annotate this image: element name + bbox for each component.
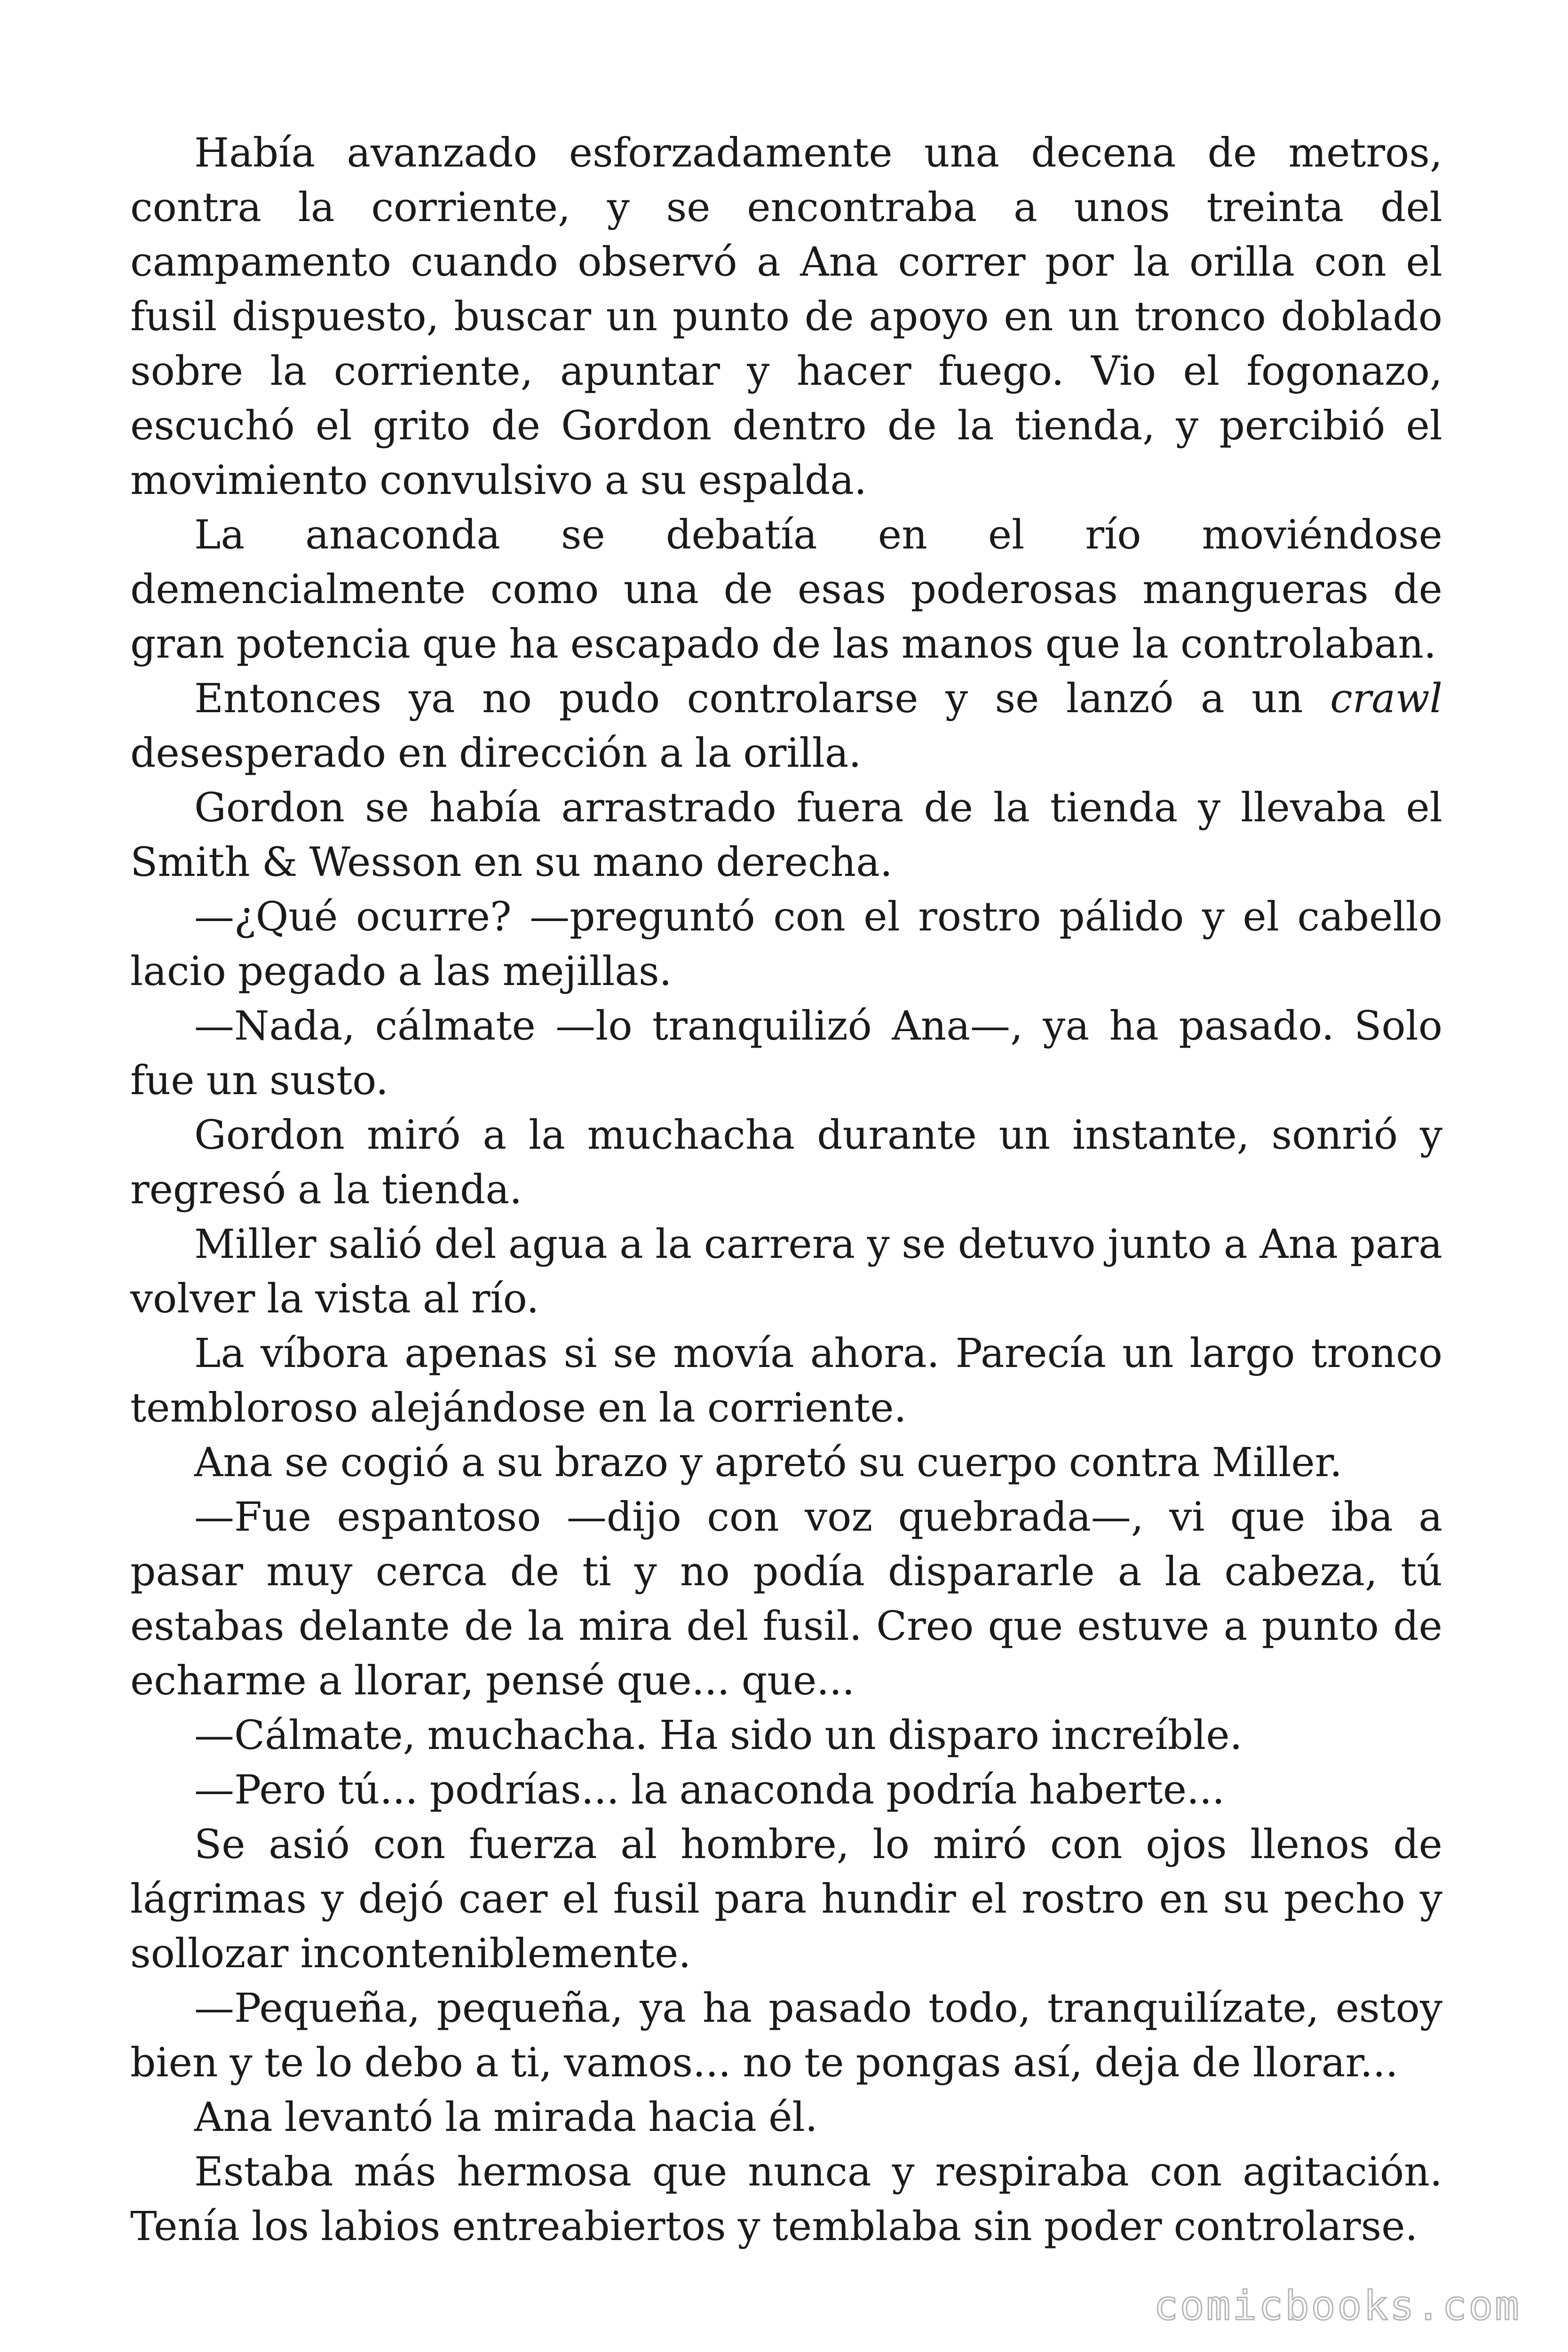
page-body bbox=[130, 126, 1442, 2254]
watermark-text: comicbooks.com bbox=[1154, 2282, 1521, 2329]
paragraph-3-before: Entonces ya no pudo controlarse y se lanzó a un bbox=[194, 675, 1330, 722]
paragraph-15: —Pequeña, pequeña, ya ha pasado todo, tranquilízate, estoy bien y te lo debo a ti, vamos... no te pongas así, deja de llorar... bbox=[130, 1985, 1442, 2086]
paragraph-2: La anaconda se debatía en el río moviéndose demencialmente como una de esas poderosas mangueras de gran potencia que ha escapado de las manos que la controlaban. bbox=[130, 512, 1442, 667]
paragraph-12: —Cálmate, muchacha. Ha sido un disparo increíble. bbox=[194, 1712, 1243, 1759]
paragraph-9: La víbora apenas si se movía ahora. Parecía un largo tronco tembloroso alejándose en la corriente. bbox=[130, 1330, 1442, 1431]
paragraph-3-after: desesperado en dirección a la orilla. bbox=[130, 730, 862, 777]
paragraph-5: —¿Qué ocurre? —preguntó con el rostro pálido y el cabello lacio pegado a las mejillas. bbox=[130, 894, 1442, 995]
paragraph-17: Estaba más hermosa que nunca y respiraba con agitación. Tenía los labios entreabiertos y temblaba sin poder controlarse. bbox=[130, 2149, 1442, 2250]
paragraph-6: —Nada, cálmate —lo tranquilizó Ana—, ya ha pasado. Solo fue un susto. bbox=[130, 1003, 1442, 1104]
paragraph-13: —Pero tú... podrías... la anaconda podría haberte... bbox=[194, 1767, 1225, 1813]
paragraph-3-italic: crawl bbox=[1330, 675, 1442, 722]
paragraph-1: Había avanzado esforzadamente una decena de metros, contra la corriente, y se encontraba a unos treinta del campamento cuando observó a Ana correr por la orilla con el fusil dispuesto, buscar un punto de apoyo en un tronco doblado sobre la corriente, apuntar y hacer fuego. Vio el fogonazo, escuchó el grito de Gordon dentro de la tienda, y percibió el movimiento convulsivo a su espalda. bbox=[130, 130, 1442, 504]
paragraph-14: Se asió con fuerza al hombre, lo miró con ojos llenos de lágrimas y dejó caer el fusil para hundir el rostro en su pecho y sollozar inconteniblemente. bbox=[130, 1821, 1442, 1977]
paragraph-3 bbox=[130, 672, 1442, 781]
paragraph-10: Ana se cogió a su brazo y apretó su cuerpo contra Miller. bbox=[194, 1439, 1343, 1486]
paragraph-8: Miller salió del agua a la carrera y se detuvo junto a Ana para volver la vista al río. bbox=[130, 1221, 1442, 1322]
paragraph-7: Gordon miró a la muchacha durante un instante, sonrió y regresó a la tienda. bbox=[130, 1112, 1442, 1213]
paragraph-16: Ana levantó la mirada hacia él. bbox=[194, 2094, 818, 2141]
paragraph-11: —Fue espantoso —dijo con voz quebrada—, vi que iba a pasar muy cerca de ti y no podía dispararle a la cabeza, tú estabas delante de la mira del fusil. Creo que estuve a punto de echarme a llorar, pensé que... que... bbox=[130, 1494, 1442, 1704]
paragraph-4: Gordon se había arrastrado fuera de la tienda y llevaba el Smith & Wesson en su mano derecha. bbox=[130, 785, 1442, 886]
